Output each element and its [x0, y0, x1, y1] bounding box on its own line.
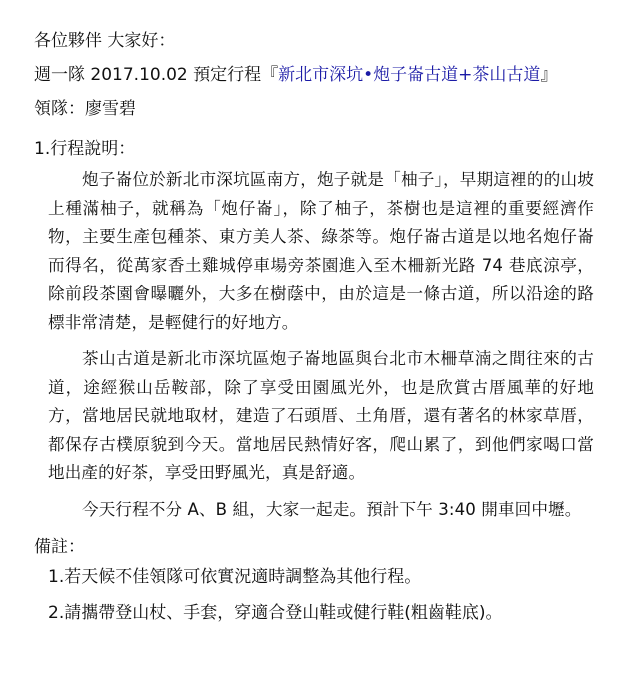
note-item-1: 1.若天候不佳領隊可依實況適時調整為其他行程。 — [48, 567, 422, 587]
note-item-2: 2.請攜帶登山杖、手套，穿適合登山鞋或健行鞋(粗齒鞋底)。 — [48, 603, 503, 623]
trip-title: 新北市深坑•炮子崙古道+茶山古道 — [278, 65, 541, 85]
trip-line — [34, 60, 594, 90]
trip-prefix: 週一隊 2017.10.02 預定行程 — [34, 65, 262, 85]
itinerary-paragraph-2: 茶山古道是新北市深坑區炮子崙地區與台北市木柵草湳之間往來的古道，途經猴山岳鞍部，除了享受田園風光外，也是欣賞古厝風華的好地方，當地居民就地取材，建造了石頭厝、土角厝，還有著名的林家草厝，都保存古樸原貌到今天。當地居民熱情好客，爬山累了，到他們家喝口當地出產的好茶，享受田野風光，真是舒適。 — [48, 349, 594, 482]
itinerary-heading: 1.行程說明： — [34, 139, 136, 159]
itinerary-paragraph-3: 今天行程不分 A、B 組，大家一起走。預計下午 3:40 開車回中壢。 — [82, 499, 582, 519]
greeting: 各位夥伴 大家好： — [34, 31, 176, 51]
document-body — [34, 26, 594, 634]
notes-heading: 備註： — [34, 537, 85, 557]
leader-line: 領隊：廖雪碧 — [34, 99, 136, 119]
itinerary-paragraph-1: 炮子崙位於新北市深坑區南方，炮子就是「柚子」，早期這裡的的山坡上種滿柚子，就稱為「炮仔崙」，除了柚子，茶樹也是這裡的重要經濟作物，主要生產包種茶、東方美人茶、綠茶等。炮仔崙古道是以地名炮仔崙而得名，從萬家香土雞城停車場旁茶園進入至木柵新光路 74 巷底涼亭，除前段茶園會曝曬外，大多在樹蔭中，由於這是一條古道，所以沿途的路標非常清楚，是輕健行的好地方。 — [48, 170, 594, 332]
trip-close-bracket: 』 — [540, 65, 558, 85]
trip-open-bracket: 『 — [261, 65, 279, 85]
